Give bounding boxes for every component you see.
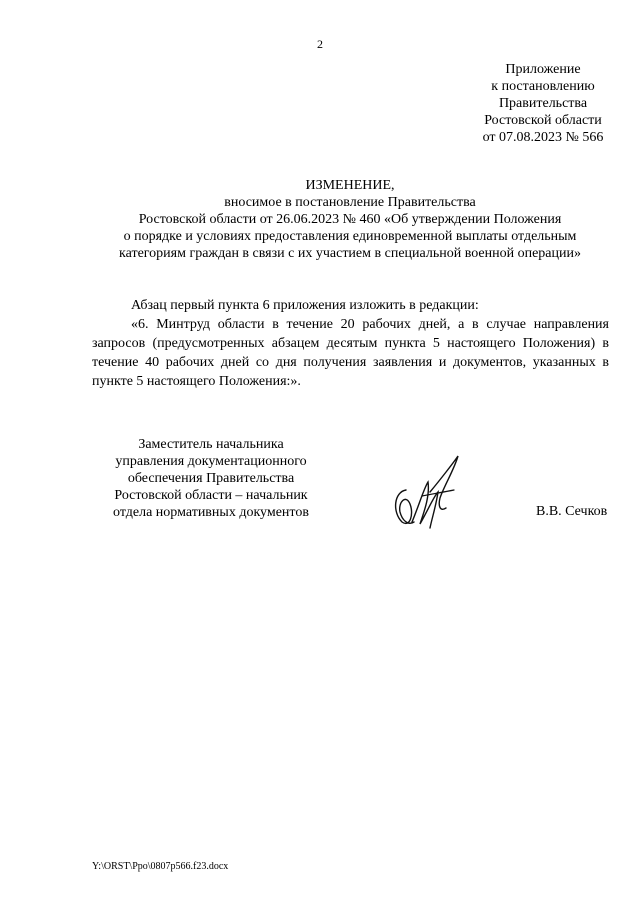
handwritten-signature xyxy=(384,452,464,532)
signatory-name: В.В. Сечков xyxy=(536,504,608,519)
appendix-line: к постановлению xyxy=(491,79,595,94)
appendix-line: от 07.08.2023 № 566 xyxy=(482,130,604,145)
signatory-position-line: обеспечения Правительства xyxy=(127,471,295,486)
document-body xyxy=(92,296,609,391)
body-paragraph: Абзац первый пункта 6 приложения изложить в редакции: xyxy=(131,298,479,313)
appendix-line: Приложение xyxy=(505,62,581,77)
appendix-line: Ростовской области xyxy=(484,113,602,128)
appendix-line: Правительства xyxy=(498,96,588,111)
signatory-position-line: отдела нормативных документов xyxy=(113,505,309,520)
title-line: Ростовской области от 26.06.2023 № 460 «Об утверждении Положения xyxy=(138,212,562,227)
title-line: о порядке и условиях предоставления единовременной выплаты отдельным xyxy=(123,229,577,244)
signatory-position xyxy=(96,436,326,521)
title-line: вносимое в постановление Правительства xyxy=(224,195,476,210)
footer-file-path: Y:\ORST\Ppo\0807p566.f23.docx xyxy=(92,861,229,872)
signatory-position-line: Ростовской области – начальник xyxy=(114,488,308,503)
body-paragraph: «6. Минтруд области в течение 20 рабочих дней, а в случае направления запросов (предусмотренных абзацем десятым пункта 5 настоящего Положения) в течение 40 рабочих дней со дня получения заявления и документов, указанных в пункте 5 настоящего Положения:». xyxy=(92,317,609,389)
signatory-position-line: Заместитель начальника xyxy=(138,437,284,452)
document-title xyxy=(90,177,610,262)
title-line: категориям граждан в связи с их участием в специальной военной операции» xyxy=(119,246,581,261)
signatory-position-line: управления документационного xyxy=(115,454,307,469)
page-number: 2 xyxy=(317,37,323,51)
appendix-header xyxy=(448,61,638,146)
title-heading: ИЗМЕНЕНИЕ, xyxy=(305,178,395,193)
